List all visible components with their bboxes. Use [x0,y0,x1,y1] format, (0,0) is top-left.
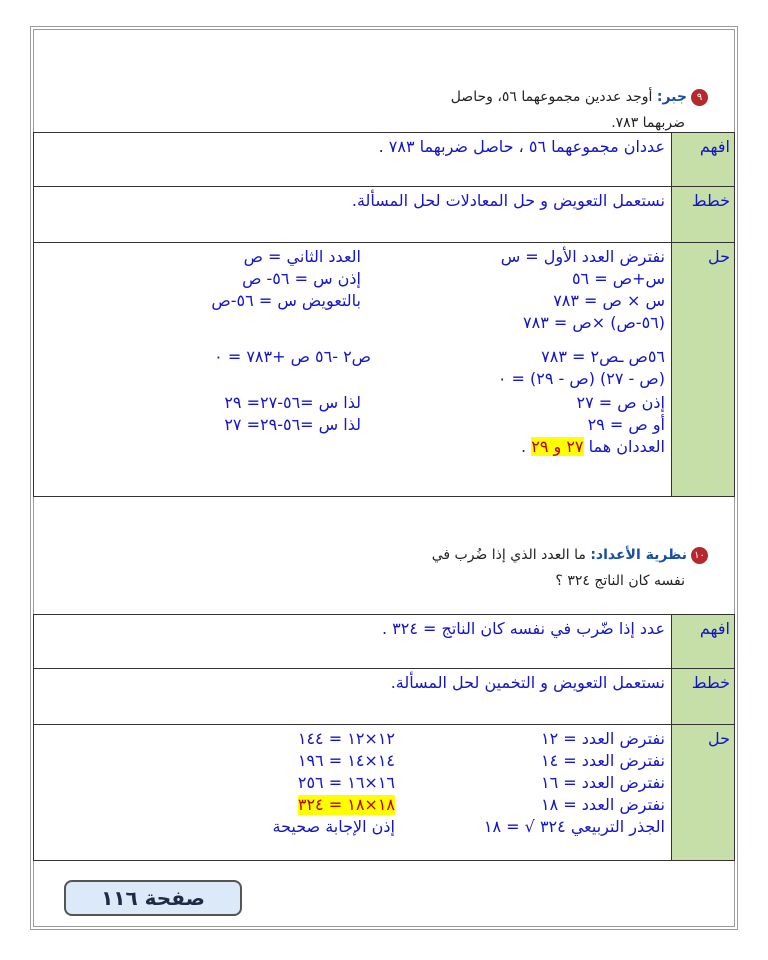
solve-line: ١٤×١٤ = ١٩٦ [297,751,395,770]
understand-cell [34,615,672,669]
answer-suffix: . [521,437,527,456]
plan-cell [34,187,672,243]
solve-line: ١٦×١٦ = ٢٥٦ [297,773,395,792]
problem-text-line1: أوجد عددين مجموعهما ٥٦، وحاصل [450,89,653,105]
solve-line: لذا س =٥٦-٢٧= ٢٩ [224,393,361,412]
solve-line: إذن س = ٥٦- ص [242,269,361,288]
plan-cell [34,669,672,725]
solve-line: نفترض العدد = ١٢ [541,729,665,748]
understand-label: افهم [672,133,735,187]
solve-line: نفترض العدد = ١٦ [541,773,665,792]
problem-text-line1: ما العدد الذي إذا ضُرب في [431,547,586,563]
final-answer [521,437,665,457]
problem-topic: نظرية الأعداد: [590,547,687,563]
solve-line: ص٢ -٥٦ ص +٧٨٣ = ٠ [214,347,371,366]
solve-line: لذا س =٥٦-٢٩= ٢٧ [224,415,361,434]
solve-line: ١٢×١٢ = ١٤٤ [297,729,395,748]
solve-line: نفترض العدد = ١٤ [541,751,665,770]
problem-1-statement [451,84,708,136]
solve-line: س+ص = ٥٦ [571,269,665,288]
solve-line: ٥٦ص ـص٢ = ٧٨٣ [541,347,665,366]
understand-cell [34,133,672,187]
understand-text: عددان مجموعهما ٥٦ ، حاصل ضربهما ٧٨٣ . [378,137,665,156]
understand-label: افهم [672,615,735,669]
understand-text: عدد إذا ضّرب في نفسه كان الناتج = ٣٢٤ . [381,619,665,638]
problem-text-line2: نفسه كان الناتج ٣٢٤ ؟ [555,573,685,589]
solve-line: الجذر التربيعي ٣٢٤ √ = ١٨ [483,817,665,836]
problem-2-statement [432,542,708,594]
problem-number-badge: ١٠ [691,547,708,564]
solve-line: س × ص = ٧٨٣ [553,291,665,310]
plan-text: نستعمل التعويض و حل المعادلات لحل المسألة. [351,191,665,210]
solve-cell [34,725,672,861]
solve-line: إذن ص = ٢٧ [576,393,665,412]
solve-line: العدد الثاني = ص [243,247,361,266]
problem-topic: جبر: [656,89,687,105]
page-number-badge: صفحة ١١٦ [64,880,242,916]
solve-line: إذن الإجابة صحيحة [272,817,395,836]
solve-line: نفترض العدد الأول = س [500,247,665,266]
problem-number-badge: ٩ [691,89,708,106]
solve-line: (٥٦-ص) ×ص = ٧٨٣ [523,313,665,332]
solve-line-highlight: ١٨×١٨ = ٣٢٤ [297,795,395,814]
problem-text-line2: ضربهما ٧٨٣. [611,115,685,131]
solve-cell [34,243,672,497]
solve-line: نفترض العدد = ١٨ [541,795,665,814]
plan-label: خطط [672,187,735,243]
solve-label: حل [672,243,735,497]
solve-line: أو ص = ٢٩ [587,415,665,434]
solve-label: حل [672,725,735,861]
solution-table-1 [33,132,735,497]
solve-line: (ص - ٢٧) (ص - ٢٩) = ٠ [497,369,665,388]
plan-text: نستعمل التعويض و التخمين لحل المسألة. [390,673,665,692]
solve-line: بالتعويض س = ٥٦-ص [211,291,361,310]
answer-highlight: ٢٧ و ٢٩ [531,437,584,456]
solution-table-2 [33,614,735,861]
plan-label: خطط [672,669,735,725]
answer-prefix: العددان هما [588,437,665,456]
